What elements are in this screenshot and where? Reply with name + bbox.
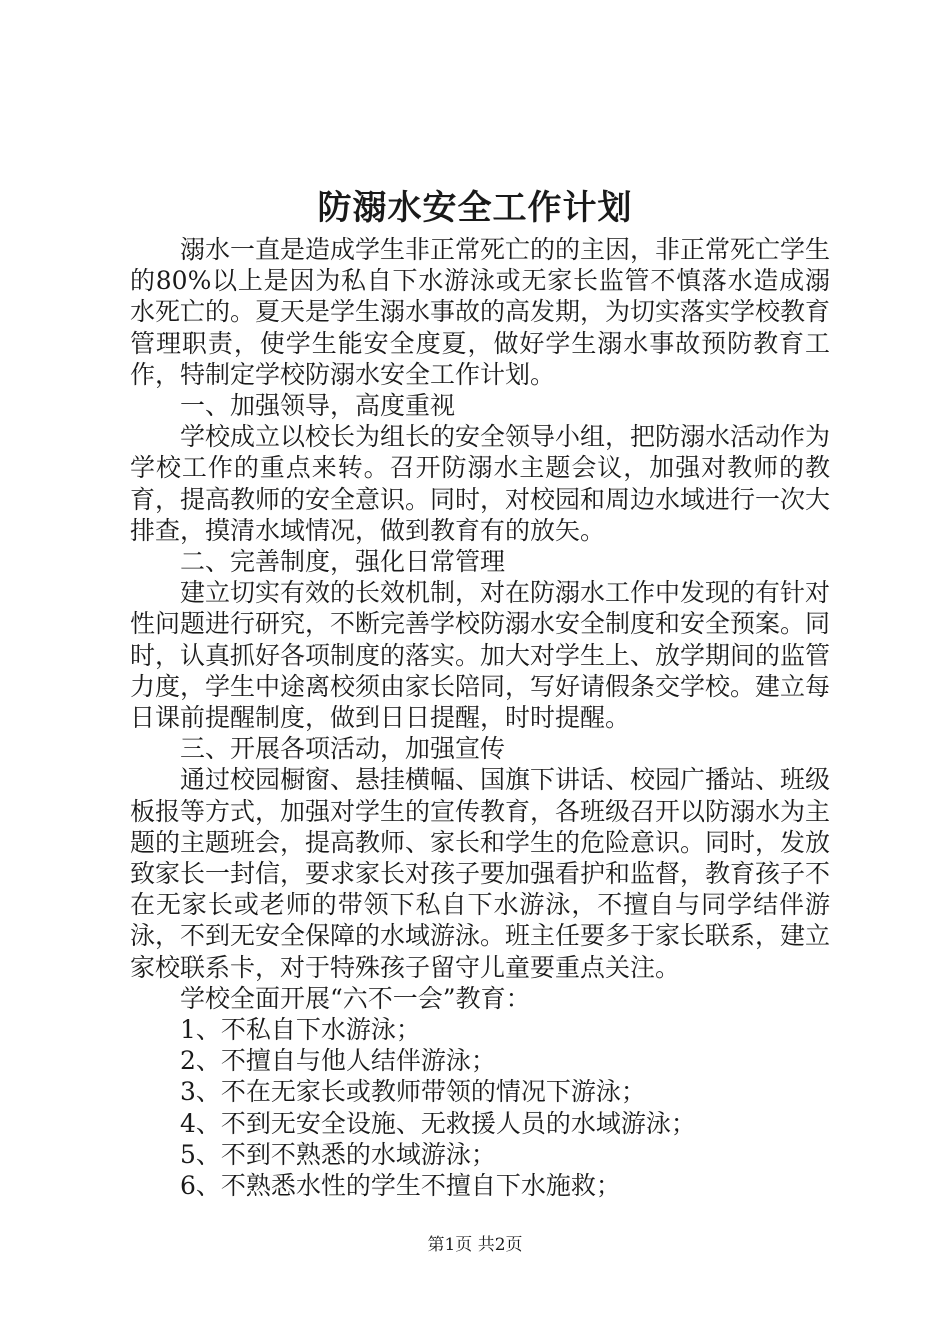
list-item: 6、不熟悉水性的学生不擅自下水施救； [180, 1171, 621, 1201]
list-intro: 学校全面开展“六不一会”教育： [180, 983, 531, 1013]
list-item: 4、不到无安全设施、无救援人员的水域游泳； [180, 1108, 696, 1138]
list-item: 2、不擅自与他人结伴游泳； [180, 1046, 496, 1076]
section-heading-2: 二、完善制度，强化日常管理 [180, 547, 506, 577]
intro-paragraph: 溺水一直是造成学生非正常死亡的的主因，非正常死亡学生的80%以上是因为私自下水游泳或无家长监管不慎落水造成溺水死亡的。夏天是学生溺水事故的高发期，为切实落实学校教育管理职责，使学生能安全度夏，做好学生溺水事故预防教育工作，特制定学校防溺水安全工作计划。 [130, 235, 831, 389]
page-number-footer: 第1页 共2页 [427, 1235, 523, 1255]
section-paragraph-3: 通过校园橱窗、悬挂横幅、国旗下讲话、校园广播站、班级板报等方式，加强对学生的宣传教育，各班级召开以防溺水为主题的主题班会，提高教师、家长和学生的危险意识。同时，发放致家长一封信，要求家长对孩子要加强看护和监督，教育孩子不在无家长或老师的带领下私自下水游泳，不擅自与同学结伴游泳，不到无安全保障的水域游泳。班主任要多于家长联系，建立家校联系卡，对于特殊孩子留守儿童要重点关注。 [130, 765, 831, 982]
list-item: 3、不在无家长或教师带领的情况下游泳； [180, 1077, 646, 1107]
section-paragraph-1: 学校成立以校长为组长的安全领导小组，把防溺水活动作为学校工作的重点来转。召开防溺水主题会议，加强对教师的教育，提高教师的安全意识。同时，对校园和周边水域进行一次大排查，摸清水域情况，做到教育有的放矢。 [130, 422, 831, 545]
section-heading-3: 三、开展各项活动，加强宣传 [180, 734, 506, 764]
section-heading-1: 一、加强领导，高度重视 [180, 391, 456, 421]
list-item: 1、不私自下水游泳； [180, 1015, 421, 1045]
document-body [130, 234, 830, 1201]
document-title: 防溺水安全工作计划 [317, 188, 633, 228]
section-paragraph-2: 建立切实有效的长效机制，对在防溺水工作中发现的有针对性问题进行研究，不断完善学校防溺水安全制度和安全预案。同时，认真抓好各项制度的落实。加大对学生上、放学期间的监管力度，学生中途离校须由家长陪同，写好请假条交学校。建立每日课前提醒制度，做到日日提醒，时时提醒。 [130, 578, 831, 733]
list-item: 5、不到不熟悉的水域游泳； [180, 1139, 496, 1169]
